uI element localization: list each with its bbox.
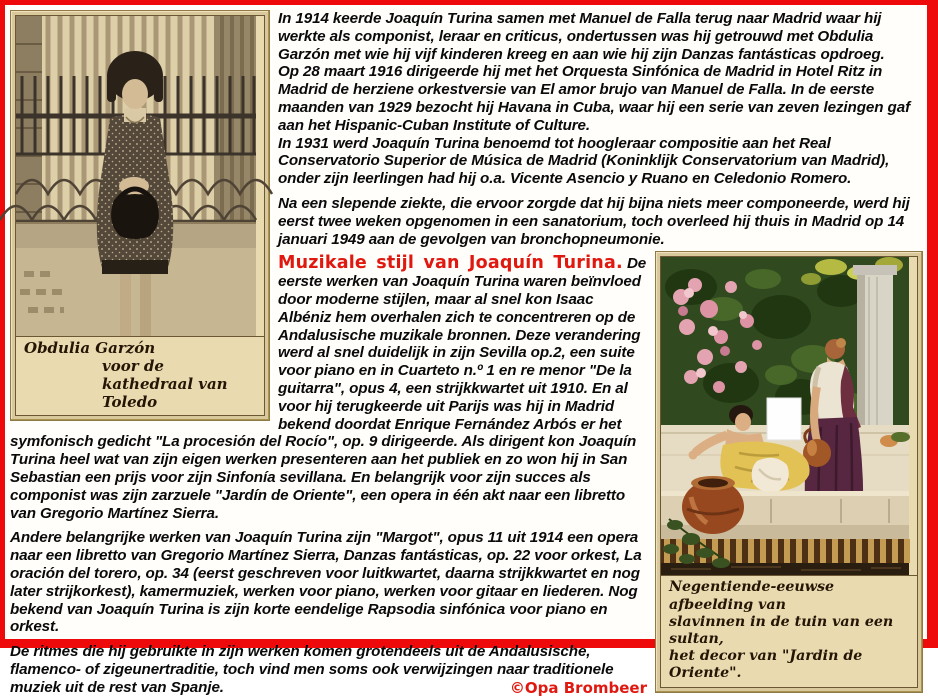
photo-caption-line2: voor de kathedraal van Toledo: [102, 357, 228, 411]
painting-caption-line3: het decor van "Jardin de Oriente".: [669, 648, 863, 682]
works-paragraph: Andere belangrijke werken van Joaquín Turina zijn "Margot", opus 11 uit 1914 een opera naar een libretto van Gregorio Martínez Sierra, Danzas fantásticas, op. 22 voor orkest, La oración del torero, op. 34 (eerst geschreven voor luitkwartet, daarna strijkkwartet en nog later strijkorkest), kamermuziek, werken voor piano, werken voor gitaar en liederen. Nog bekend van Joaquín Turina is zijn korte eendelige Rapsodia sinfónica voor piano en orkest.: [10, 529, 642, 636]
sultan-garden-painting: [661, 257, 909, 575]
photo-caption-line1: Obdulia Garzón: [24, 339, 156, 357]
article: [10, 10, 923, 697]
bio-paragraph-4: Na een slepende ziekte, die ervoor zorgde dat hij bijna niets meer componeerde, werd hij eerst twee weken opgenomen in een sanatorium, toch overleed hij thuis in Madrid op 14 januari 1949 aan de gevolgen van bronchopneumonie.: [278, 194, 910, 248]
painting-figure-jardin: [655, 251, 923, 692]
reflecting-pool: [661, 563, 909, 575]
painting-frame: [660, 256, 918, 687]
style-section-heading: Muzikale stijl van Joaquín Turina.: [278, 253, 623, 274]
rhythms-paragraph: De ritmes die hij gebruikte in zijn werken komen grotendeels uit de Andalusische, flamenco- of zigeunertraditie, toch vind men soms ook verwijzingen naar traditionele muziek uit de rest van Spanje.: [10, 643, 614, 696]
photo-caption: [16, 336, 264, 415]
obdulia-photo: [16, 16, 256, 336]
censored-area: [767, 398, 801, 440]
photo-frame: [15, 15, 265, 416]
bio-paragraph-2: Op 28 maart 1916 dirigeerde hij met het Orquesta Sinfónica de Madrid in Hotel Ritz in Madrid de herziene orkestversie van El amor brujo van Manuel de Falla. In de eerste maanden van 1929 bezocht hij Havana in Cuba, waar hij een serie van zeven lezingen gaf aan het Hispanic-Cuban Institute of Culture.: [278, 63, 911, 134]
author-signature: ©Opa Brombeer: [509, 679, 647, 697]
photo-figure-obdulia: [10, 10, 270, 421]
painting-caption-line2: slavinnen in de tuin van een sultan,: [669, 613, 894, 647]
painting-caption-line1: Negentiende-eeuwse afbeelding van: [669, 579, 834, 613]
handbag: [111, 194, 159, 239]
style-section-body: De eerste werken van Joaquín Turina waren beïnvloed door moderne stijlen, maar al snel kon Isaac Albéniz hem overhalen zich te concentreren op de Andalusische muzikale bronnen. Deze verandering werd al snel duidelijk in zijn Sevilla op.2, een suite voor piano en in Cuarteto n.º 1 en re menor "De la guitarra", opus 4, een strijkkwartet uit 1910. En al voor hij terugkeerde uit Parijs was hij in Madrid bekend doordat Enrique Fernández Arbós er het symfonisch gedicht "La procesión del Rocío", op. 9 dirigeerde. Als dirigent kon Joaquín Turina heel wat van zijn eigen werken presenteren aan het publiek en zo won hij in San Sebastian een prijs voor zijn Sinfonía sevillana. En belangrijk voor zijn succes als componist was zijn zarzuele "Jardín de Oriente", een opera in één akt naar een libretto van Gregorio Martínez Sierra.: [10, 255, 647, 522]
bio-paragraph-3: In 1931 werd Joaquín Turina benoemd tot hoogleraar compositie aan het Real Conservatorio Superior de Música de Madrid (Koninklijk Conservatorium van Madrid), onder zijn leerlingen had hij o.a. Vicente Asencio y Ruano en Celedonio Romero.: [278, 134, 890, 188]
bio-paragraph-1: In 1914 keerde Joaquín Turina samen met Manuel de Falla terug naar Madrid waar hij werkte als componist, leraar en criticus, ondertussen was hij getrouwd met Obdulia Garzón met wie hij vijf kinderen kreeg en aan wie hij zijn Danzas fantásticas opdroeg.: [278, 10, 885, 63]
painting-caption: [661, 575, 917, 686]
